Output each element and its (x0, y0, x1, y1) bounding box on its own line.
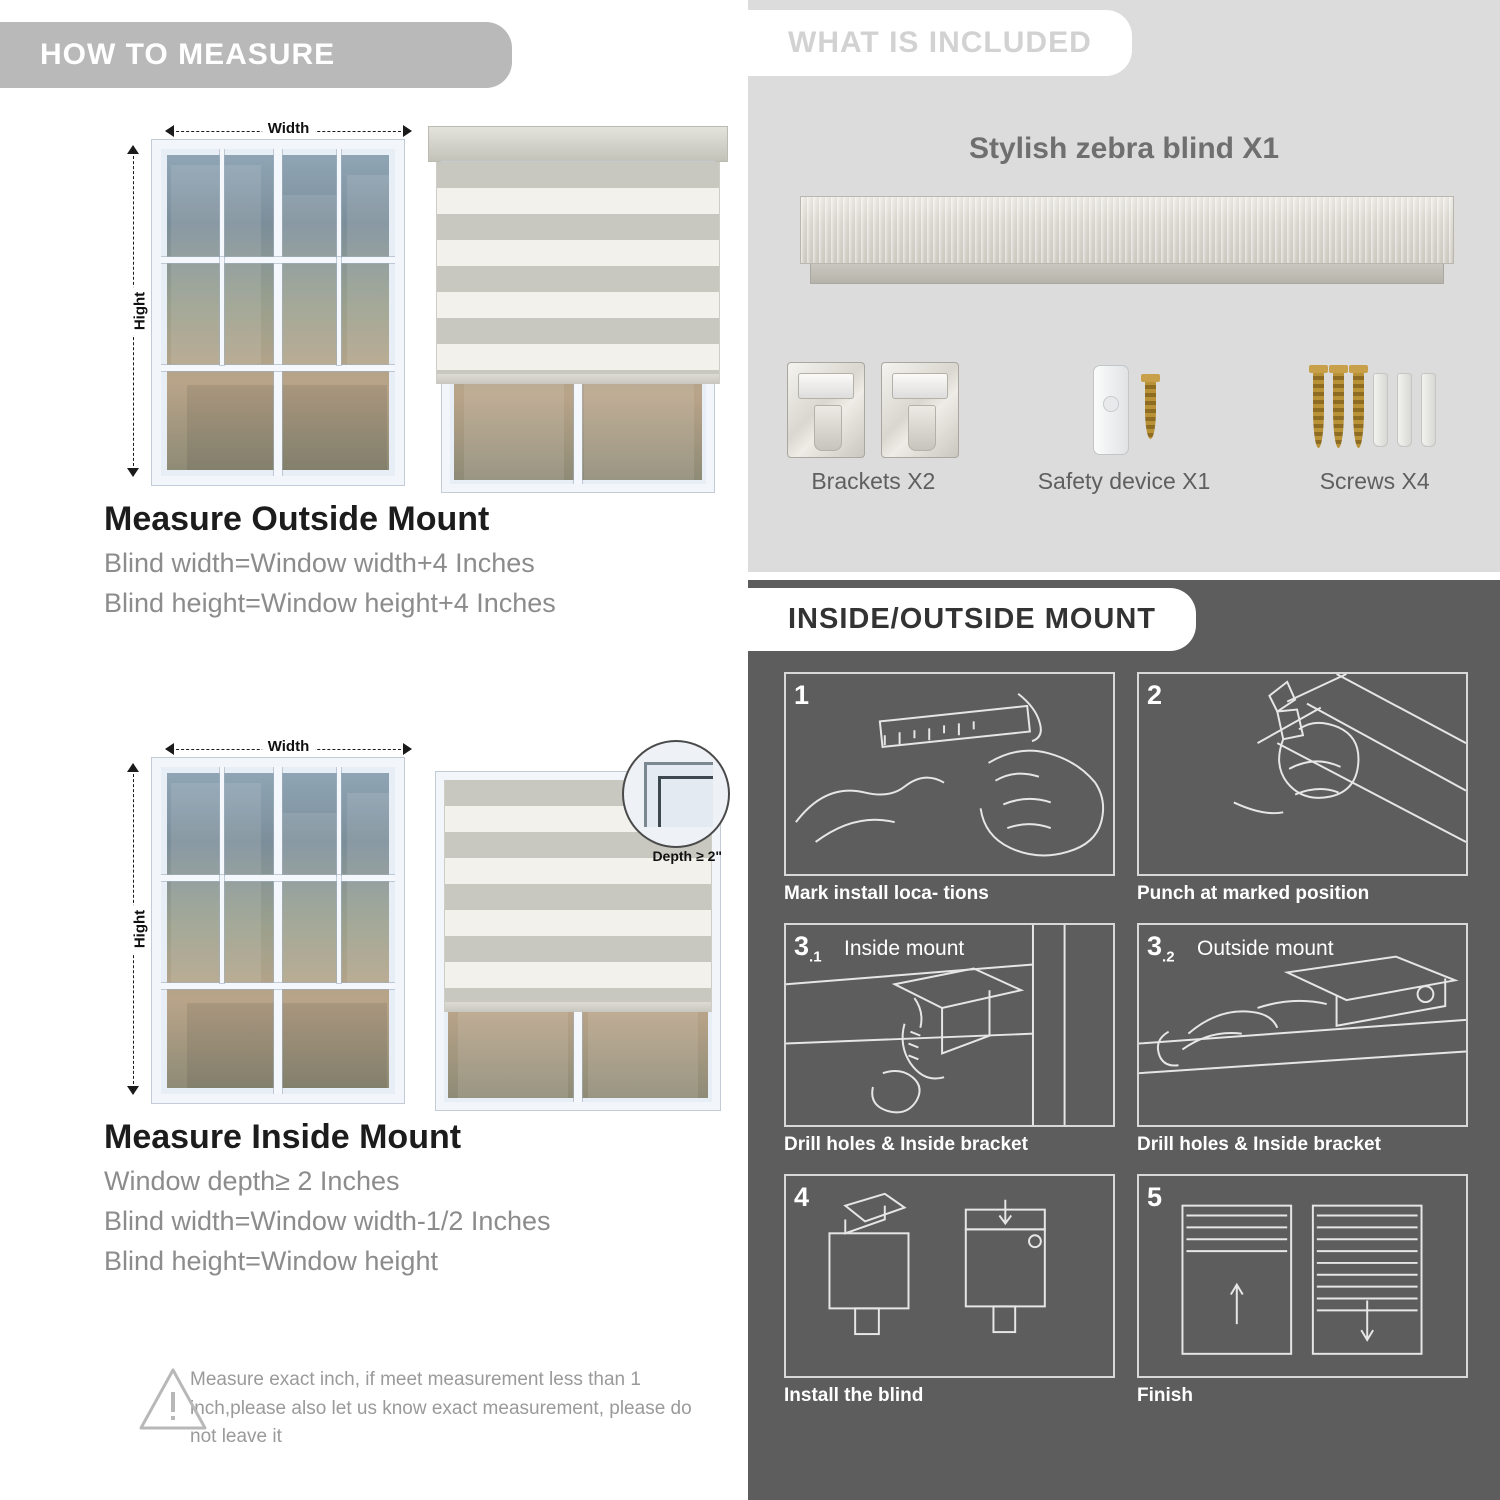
brackets-image (787, 352, 959, 468)
bracket-icon (787, 362, 865, 458)
blind-rail-body (800, 196, 1454, 264)
inside-outside-mount-banner: INSIDE/OUTSIDE MOUNT (748, 588, 1196, 651)
inside-height-arrow-top-icon (127, 763, 139, 772)
inside-height-dimension-label: Hight (132, 905, 149, 953)
step-caption: Drill holes & Inside bracket (1137, 1134, 1381, 1155)
zebra-blind-product-image (800, 196, 1454, 288)
inside-mount-block (0, 718, 740, 1284)
screw-icon (1313, 372, 1324, 448)
screw-icon (1353, 372, 1364, 448)
inside-window-illustration (152, 758, 404, 1103)
part-label: Brackets X2 (811, 468, 936, 494)
step-caption: Punch at marked position (1137, 883, 1370, 904)
inside-mount-title: Measure Inside Mount (104, 1118, 462, 1156)
step-caption: Drill holes & Inside bracket (784, 1134, 1028, 1155)
inside-width-arrow-right-icon (403, 743, 412, 755)
screw-icon (1333, 372, 1344, 448)
outside-mount-diagram (60, 100, 720, 500)
install-step-3-2 (1137, 923, 1468, 1156)
step-illustration (1137, 672, 1468, 876)
warning-triangle-icon (104, 1366, 172, 1428)
blind-zebra-fabric-overlay (436, 162, 720, 384)
height-arrow-bottom-icon (127, 468, 139, 477)
step-number: $3_{.2}$ (1147, 931, 1175, 966)
width-arrow-left-icon (165, 125, 174, 137)
outside-mount-block (0, 100, 740, 625)
what-is-included-panel (748, 0, 1500, 572)
inside-height-dimension (122, 764, 149, 1094)
step-number: 2 (1147, 680, 1163, 710)
install-step-1 (784, 672, 1115, 905)
screw-icon (1145, 381, 1156, 439)
depth-corner-inner (658, 776, 713, 827)
step-illustration (784, 1174, 1115, 1378)
step-number: 1 (794, 680, 810, 710)
how-to-measure-panel (0, 0, 740, 1500)
outside-mount-line-1: Blind width=Window width+4 Inches (104, 548, 535, 578)
outside-window-figure (108, 112, 408, 497)
part-screws (1249, 352, 1500, 542)
screws-image (1313, 352, 1436, 468)
blind-headrail (428, 126, 728, 162)
outside-mount-title: Measure Outside Mount (104, 500, 490, 538)
step-number: $3_{.1}$ (794, 931, 822, 966)
step-illustration (1137, 1174, 1468, 1378)
height-arrow-top-icon (127, 145, 139, 154)
safety-device-image (1093, 352, 1156, 468)
part-label: Safety device X1 (1037, 468, 1211, 494)
inside-width-dimension (166, 738, 411, 760)
outside-blind-figure (428, 112, 728, 497)
inside-blind-bottom-rail (445, 1002, 711, 1012)
inside-width-dimension-label: Width (262, 738, 316, 755)
step-illustration (1137, 923, 1468, 1127)
step-number: 5 (1147, 1182, 1163, 1212)
step-subtitle: Inside mount (844, 937, 965, 960)
inside-mount-diagram (60, 718, 720, 1118)
measurement-note (104, 1366, 704, 1452)
step-subtitle: Outside mount (1197, 937, 1334, 960)
inside-window-figure (108, 730, 408, 1115)
wall-anchor-icon (1397, 373, 1412, 447)
window-illustration (152, 140, 404, 485)
part-brackets (748, 352, 999, 542)
depth-label: Depth ≥ 2" (652, 848, 722, 864)
bracket-icon (881, 362, 959, 458)
safety-device-icon (1093, 365, 1129, 455)
install-step-3-1 (784, 923, 1115, 1156)
blind-bottom-rail (437, 374, 719, 384)
step-caption: Install the blind (784, 1385, 924, 1406)
install-step-2 (1137, 672, 1468, 905)
depth-callout-icon (622, 740, 730, 848)
step-illustration (784, 672, 1115, 876)
width-arrow-right-icon (403, 125, 412, 137)
width-dimension (166, 120, 411, 142)
included-parts-row (748, 352, 1500, 542)
outside-mount-line-2: Blind height=Window height+4 Inches (104, 588, 556, 619)
inside-width-arrow-left-icon (165, 743, 174, 755)
part-safety-device (999, 352, 1250, 542)
inside-mount-line-3: Blind height=Window height (104, 1246, 438, 1277)
part-label: Screws X4 (1319, 468, 1430, 494)
step-illustration (784, 923, 1115, 1127)
wall-anchor-icon (1373, 373, 1388, 447)
inside-height-arrow-bottom-icon (127, 1086, 139, 1095)
height-dimension-label: Hight (132, 287, 149, 335)
included-main-item-label: Stylish zebra blind X1 (968, 132, 1280, 165)
inside-mount-line-1: Window depth≥ 2 Inches (104, 1166, 400, 1196)
install-step-4 (784, 1174, 1115, 1407)
wall-anchor-icon (1421, 373, 1436, 447)
inside-blind-figure (428, 730, 728, 1115)
inside-mount-line-2: Blind width=Window width-1/2 Inches (104, 1206, 551, 1237)
installation-steps-grid (784, 672, 1468, 1407)
step-caption: Mark install loca- tions (784, 883, 989, 904)
inside-outside-mount-panel (748, 580, 1500, 1500)
width-dimension-label: Width (262, 120, 316, 137)
step-number: 4 (794, 1182, 810, 1212)
install-step-5 (1137, 1174, 1468, 1407)
what-is-included-banner: WHAT IS INCLUDED (748, 10, 1132, 76)
measurement-note-text: Measure exact inch, if meet measurement less than 1 inch,please also let us know exact measurement, please do not leave it (190, 1369, 692, 1447)
how-to-measure-banner: HOW TO MEASURE (0, 22, 512, 88)
step-caption: Finish (1137, 1385, 1193, 1406)
height-dimension (122, 146, 149, 476)
blind-rail-lip (810, 264, 1444, 284)
